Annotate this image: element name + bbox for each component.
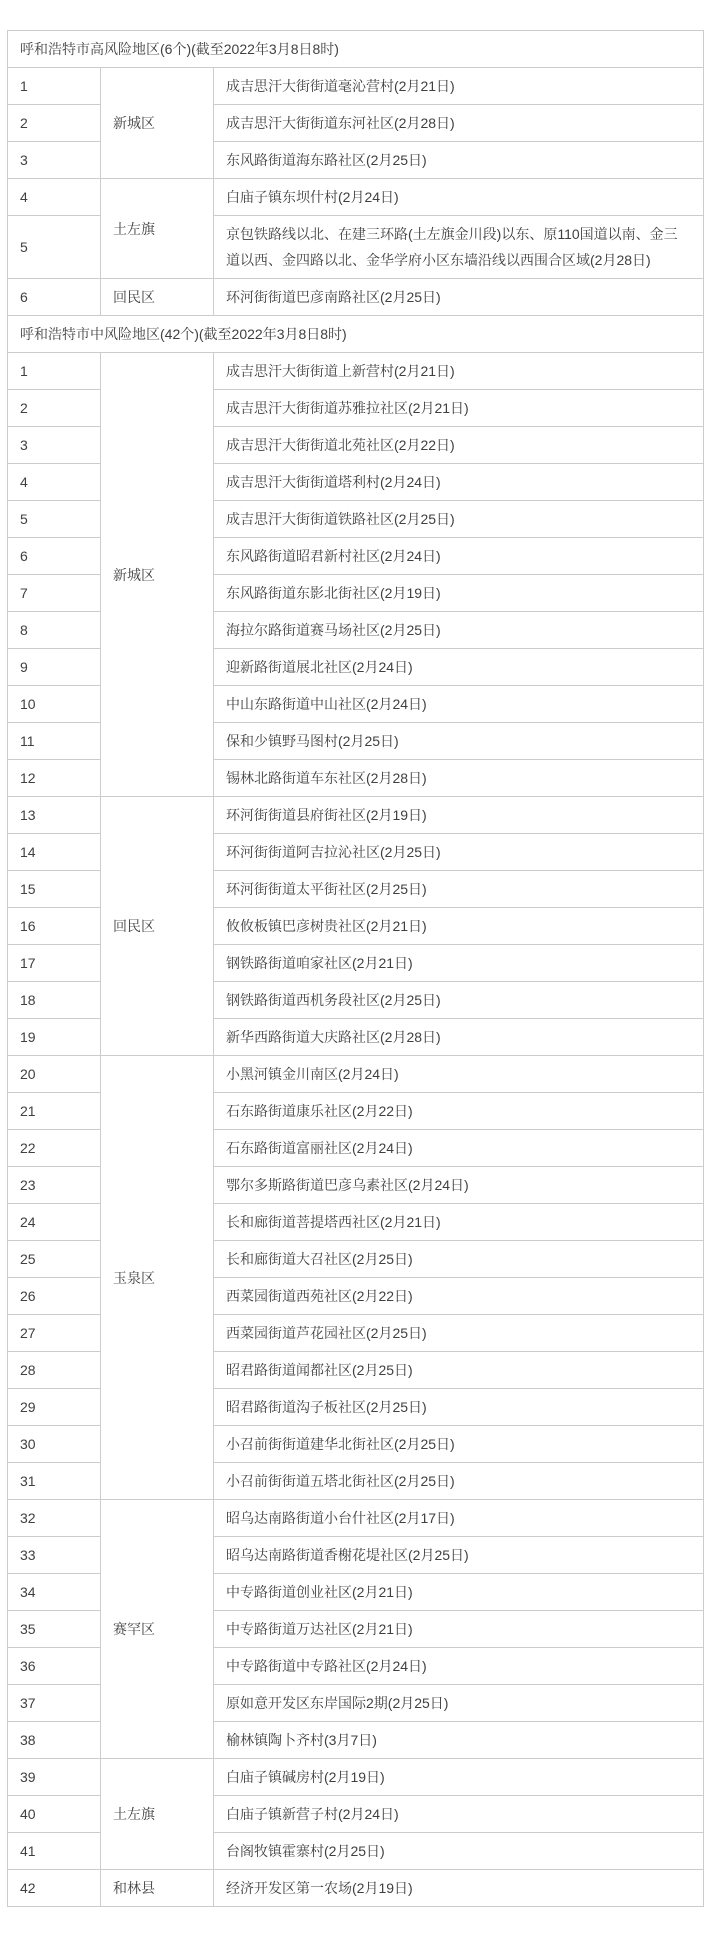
section-header: 呼和浩特市中风险地区(42个)(截至2022年3月8日8时) (8, 316, 704, 353)
row-number-cell: 4 (8, 179, 101, 216)
row-number-cell: 25 (8, 1241, 101, 1278)
area-cell: 昭乌达南路街道香榭花堤社区(2月25日) (214, 1537, 704, 1574)
row-number-cell: 29 (8, 1389, 101, 1426)
district-cell: 回民区 (101, 797, 214, 1056)
table-row (8, 179, 704, 216)
district-cell: 和林县 (101, 1870, 214, 1907)
area-cell: 攸攸板镇巴彦树贵社区(2月21日) (214, 908, 704, 945)
row-number-cell: 5 (8, 216, 101, 279)
row-number-cell: 15 (8, 871, 101, 908)
table-row (8, 1759, 704, 1796)
row-number-cell: 3 (8, 142, 101, 179)
row-number-cell: 27 (8, 1315, 101, 1352)
row-number-cell: 17 (8, 945, 101, 982)
area-cell: 石东路街道富丽社区(2月24日) (214, 1130, 704, 1167)
district-cell: 土左旗 (101, 179, 214, 279)
row-number-cell: 18 (8, 982, 101, 1019)
district-cell: 新城区 (101, 353, 214, 797)
area-cell: 长和廊街道菩提塔西社区(2月21日) (214, 1204, 704, 1241)
row-number-cell: 1 (8, 353, 101, 390)
row-number-cell: 39 (8, 1759, 101, 1796)
risk-area-table (7, 30, 704, 1907)
area-cell: 成吉思汗大街街道上新营村(2月21日) (214, 353, 704, 390)
area-cell: 钢铁路街道西机务段社区(2月25日) (214, 982, 704, 1019)
row-number-cell: 6 (8, 279, 101, 316)
table-row (8, 1056, 704, 1093)
area-cell: 海拉尔路街道赛马场社区(2月25日) (214, 612, 704, 649)
area-cell: 环河街街道阿吉拉沁社区(2月25日) (214, 834, 704, 871)
row-number-cell: 34 (8, 1574, 101, 1611)
section-header-row (8, 316, 704, 353)
area-cell: 东风路街道昭君新村社区(2月24日) (214, 538, 704, 575)
area-cell: 中专路街道中专路社区(2月24日) (214, 1648, 704, 1685)
district-cell: 玉泉区 (101, 1056, 214, 1500)
area-cell: 成吉思汗大街街道东河社区(2月28日) (214, 105, 704, 142)
risk-area-table-body (8, 31, 704, 1907)
area-cell: 迎新路街道展北社区(2月24日) (214, 649, 704, 686)
area-cell: 保和少镇野马图村(2月25日) (214, 723, 704, 760)
area-cell: 成吉思汗大街街道毫沁营村(2月21日) (214, 68, 704, 105)
area-cell: 昭乌达南路街道小台什社区(2月17日) (214, 1500, 704, 1537)
district-cell: 赛罕区 (101, 1500, 214, 1759)
row-number-cell: 20 (8, 1056, 101, 1093)
row-number-cell: 2 (8, 105, 101, 142)
row-number-cell: 6 (8, 538, 101, 575)
area-cell: 白庙子镇新营子村(2月24日) (214, 1796, 704, 1833)
table-row (8, 279, 704, 316)
row-number-cell: 9 (8, 649, 101, 686)
row-number-cell: 37 (8, 1685, 101, 1722)
row-number-cell: 21 (8, 1093, 101, 1130)
row-number-cell: 5 (8, 501, 101, 538)
area-cell: 小召前街街道五塔北街社区(2月25日) (214, 1463, 704, 1500)
area-cell: 新华西路街道大庆路社区(2月28日) (214, 1019, 704, 1056)
row-number-cell: 19 (8, 1019, 101, 1056)
area-cell: 东风路街道海东路社区(2月25日) (214, 142, 704, 179)
row-number-cell: 12 (8, 760, 101, 797)
area-cell: 小黑河镇金川南区(2月24日) (214, 1056, 704, 1093)
area-cell: 中专路街道创业社区(2月21日) (214, 1574, 704, 1611)
row-number-cell: 41 (8, 1833, 101, 1870)
area-cell: 昭君路街道沟子板社区(2月25日) (214, 1389, 704, 1426)
area-cell: 成吉思汗大街街道北苑社区(2月22日) (214, 427, 704, 464)
table-row (8, 353, 704, 390)
area-cell: 环河街街道县府街社区(2月19日) (214, 797, 704, 834)
row-number-cell: 35 (8, 1611, 101, 1648)
area-cell: 原如意开发区东岸国际2期(2月25日) (214, 1685, 704, 1722)
row-number-cell: 24 (8, 1204, 101, 1241)
row-number-cell: 2 (8, 390, 101, 427)
row-number-cell: 32 (8, 1500, 101, 1537)
district-cell: 回民区 (101, 279, 214, 316)
row-number-cell: 31 (8, 1463, 101, 1500)
area-cell: 东风路街道东影北街社区(2月19日) (214, 575, 704, 612)
row-number-cell: 28 (8, 1352, 101, 1389)
area-cell: 钢铁路街道咱家社区(2月21日) (214, 945, 704, 982)
row-number-cell: 10 (8, 686, 101, 723)
row-number-cell: 14 (8, 834, 101, 871)
row-number-cell: 8 (8, 612, 101, 649)
district-cell: 新城区 (101, 68, 214, 179)
row-number-cell: 7 (8, 575, 101, 612)
area-cell: 中专路街道万达社区(2月21日) (214, 1611, 704, 1648)
area-cell: 长和廊街道大召社区(2月25日) (214, 1241, 704, 1278)
section-header: 呼和浩特市高风险地区(6个)(截至2022年3月8日8时) (8, 31, 704, 68)
row-number-cell: 40 (8, 1796, 101, 1833)
row-number-cell: 23 (8, 1167, 101, 1204)
area-cell: 白庙子镇东坝什村(2月24日) (214, 179, 704, 216)
area-cell: 环河街街道巴彦南路社区(2月25日) (214, 279, 704, 316)
area-cell: 鄂尔多斯路街道巴彦乌素社区(2月24日) (214, 1167, 704, 1204)
area-cell: 昭君路街道闻都社区(2月25日) (214, 1352, 704, 1389)
row-number-cell: 36 (8, 1648, 101, 1685)
area-cell: 西菜园街道西苑社区(2月22日) (214, 1278, 704, 1315)
row-number-cell: 13 (8, 797, 101, 834)
row-number-cell: 33 (8, 1537, 101, 1574)
table-row (8, 1870, 704, 1907)
area-cell: 小召前街街道建华北街社区(2月25日) (214, 1426, 704, 1463)
row-number-cell: 30 (8, 1426, 101, 1463)
row-number-cell: 42 (8, 1870, 101, 1907)
area-cell: 环河街街道太平街社区(2月25日) (214, 871, 704, 908)
row-number-cell: 26 (8, 1278, 101, 1315)
table-row (8, 68, 704, 105)
area-cell: 白庙子镇碱房村(2月19日) (214, 1759, 704, 1796)
table-row (8, 797, 704, 834)
row-number-cell: 3 (8, 427, 101, 464)
row-number-cell: 16 (8, 908, 101, 945)
row-number-cell: 22 (8, 1130, 101, 1167)
row-number-cell: 4 (8, 464, 101, 501)
row-number-cell: 11 (8, 723, 101, 760)
section-header-row (8, 31, 704, 68)
area-cell: 经济开发区第一农场(2月19日) (214, 1870, 704, 1907)
area-cell: 成吉思汗大街街道铁路社区(2月25日) (214, 501, 704, 538)
area-cell: 成吉思汗大街街道苏雅拉社区(2月21日) (214, 390, 704, 427)
area-cell: 西菜园街道芦花园社区(2月25日) (214, 1315, 704, 1352)
area-cell: 成吉思汗大街街道塔利村(2月24日) (214, 464, 704, 501)
area-cell: 台阁牧镇霍寨村(2月25日) (214, 1833, 704, 1870)
row-number-cell: 38 (8, 1722, 101, 1759)
district-cell: 土左旗 (101, 1759, 214, 1870)
area-cell: 榆林镇陶卜齐村(3月7日) (214, 1722, 704, 1759)
area-cell: 京包铁路线以北、在建三环路(土左旗金川段)以东、原110国道以南、金三道以西、金四路以北、金华学府小区东墙沿线以西围合区域(2月28日) (214, 216, 704, 279)
area-cell: 石东路街道康乐社区(2月22日) (214, 1093, 704, 1130)
table-row (8, 1500, 704, 1537)
area-cell: 锡林北路街道车东社区(2月28日) (214, 760, 704, 797)
row-number-cell: 1 (8, 68, 101, 105)
area-cell: 中山东路街道中山社区(2月24日) (214, 686, 704, 723)
